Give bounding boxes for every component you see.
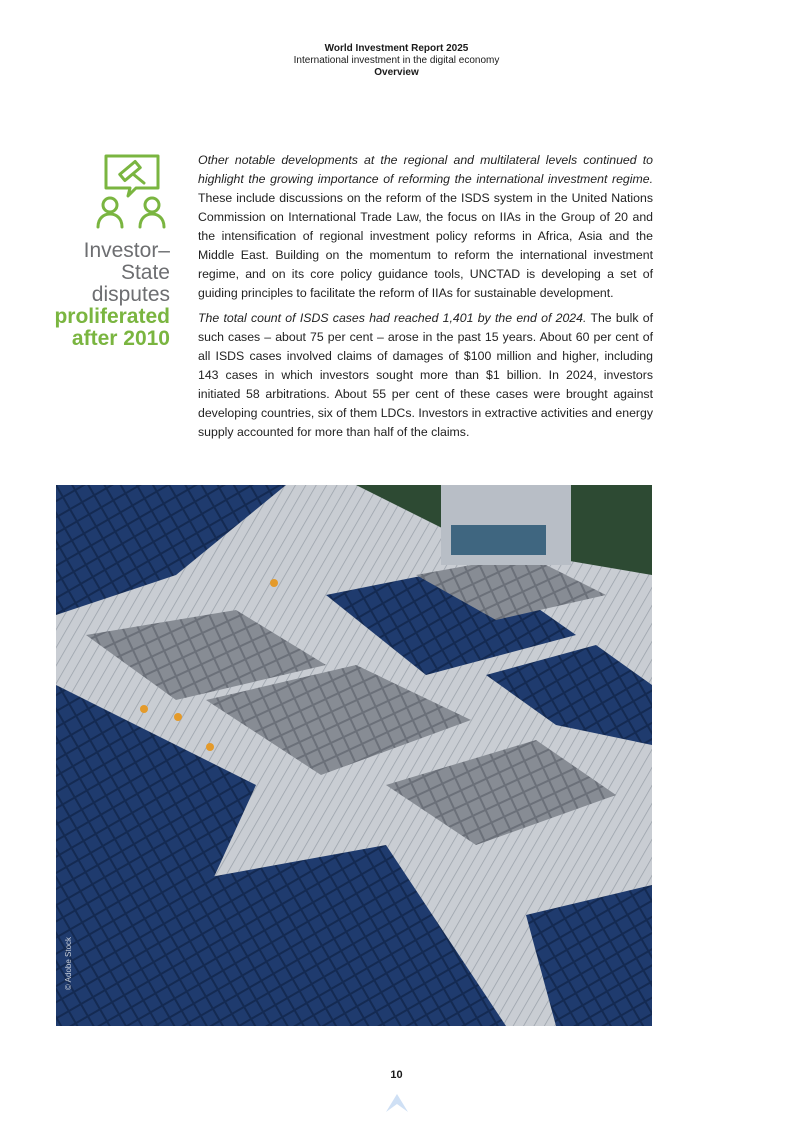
up-arrow-icon[interactable] [384, 1090, 410, 1114]
paragraph-1 [198, 151, 653, 303]
callout-line-2: disputes [91, 283, 170, 306]
photo-credit: © Adobe Stock [64, 936, 73, 990]
paragraph-1-text: These include discussions on the reform of the ISDS system in the United Nations Commission on International Trade Law, the focus on IIAs in the Group of 20 and the intensification of regional investment policy reforms in Africa, Asia and the Middle East. Building on the momentum to reform the international investment regime, and on its core policy guidance tools, UNCTAD is developing a set of guiding principles to facilitate the reform of IIAs for sustainable development. [198, 191, 653, 300]
paragraph-2-text: The bulk of such cases – about 75 per cent – arose in the past 15 years. About 60 per cent of all ISDS cases involved claims of damages of $100 million and higher, including 143 cases in which investors sought more than $1 billion. In 2024, investors initiated 58 arbitrations. About 55 per cent of these cases were brought against developing countries, six of them LDCs. Investors in extractive activities and energy supply accounted for more than half of the claims. [198, 311, 653, 439]
page-header [0, 43, 793, 79]
paragraph-2 [198, 309, 653, 442]
callout-line-1: Investor–State [83, 239, 170, 284]
report-subtitle: International investment in the digital economy [293, 55, 500, 66]
callout-line-4: after 2010 [71, 327, 170, 350]
section-name: Overview [374, 67, 419, 78]
paragraph-1-lead: Other notable developments at the regional and multilateral levels continued to highlight the growing importance of reforming the international investment regime. [198, 153, 653, 186]
report-title: World Investment Report 2025 [324, 43, 469, 54]
callout-line-3: proliferated [54, 305, 170, 328]
paragraph-2-lead: The total count of ISDS cases had reached 1,401 by the end of 2024. [198, 311, 587, 325]
dispute-gavel-people-icon [96, 150, 168, 232]
solar-roof-photo [56, 485, 652, 1026]
page-number: 10 [390, 1069, 403, 1081]
main-body [198, 151, 653, 448]
sidebar-callout [36, 150, 170, 350]
